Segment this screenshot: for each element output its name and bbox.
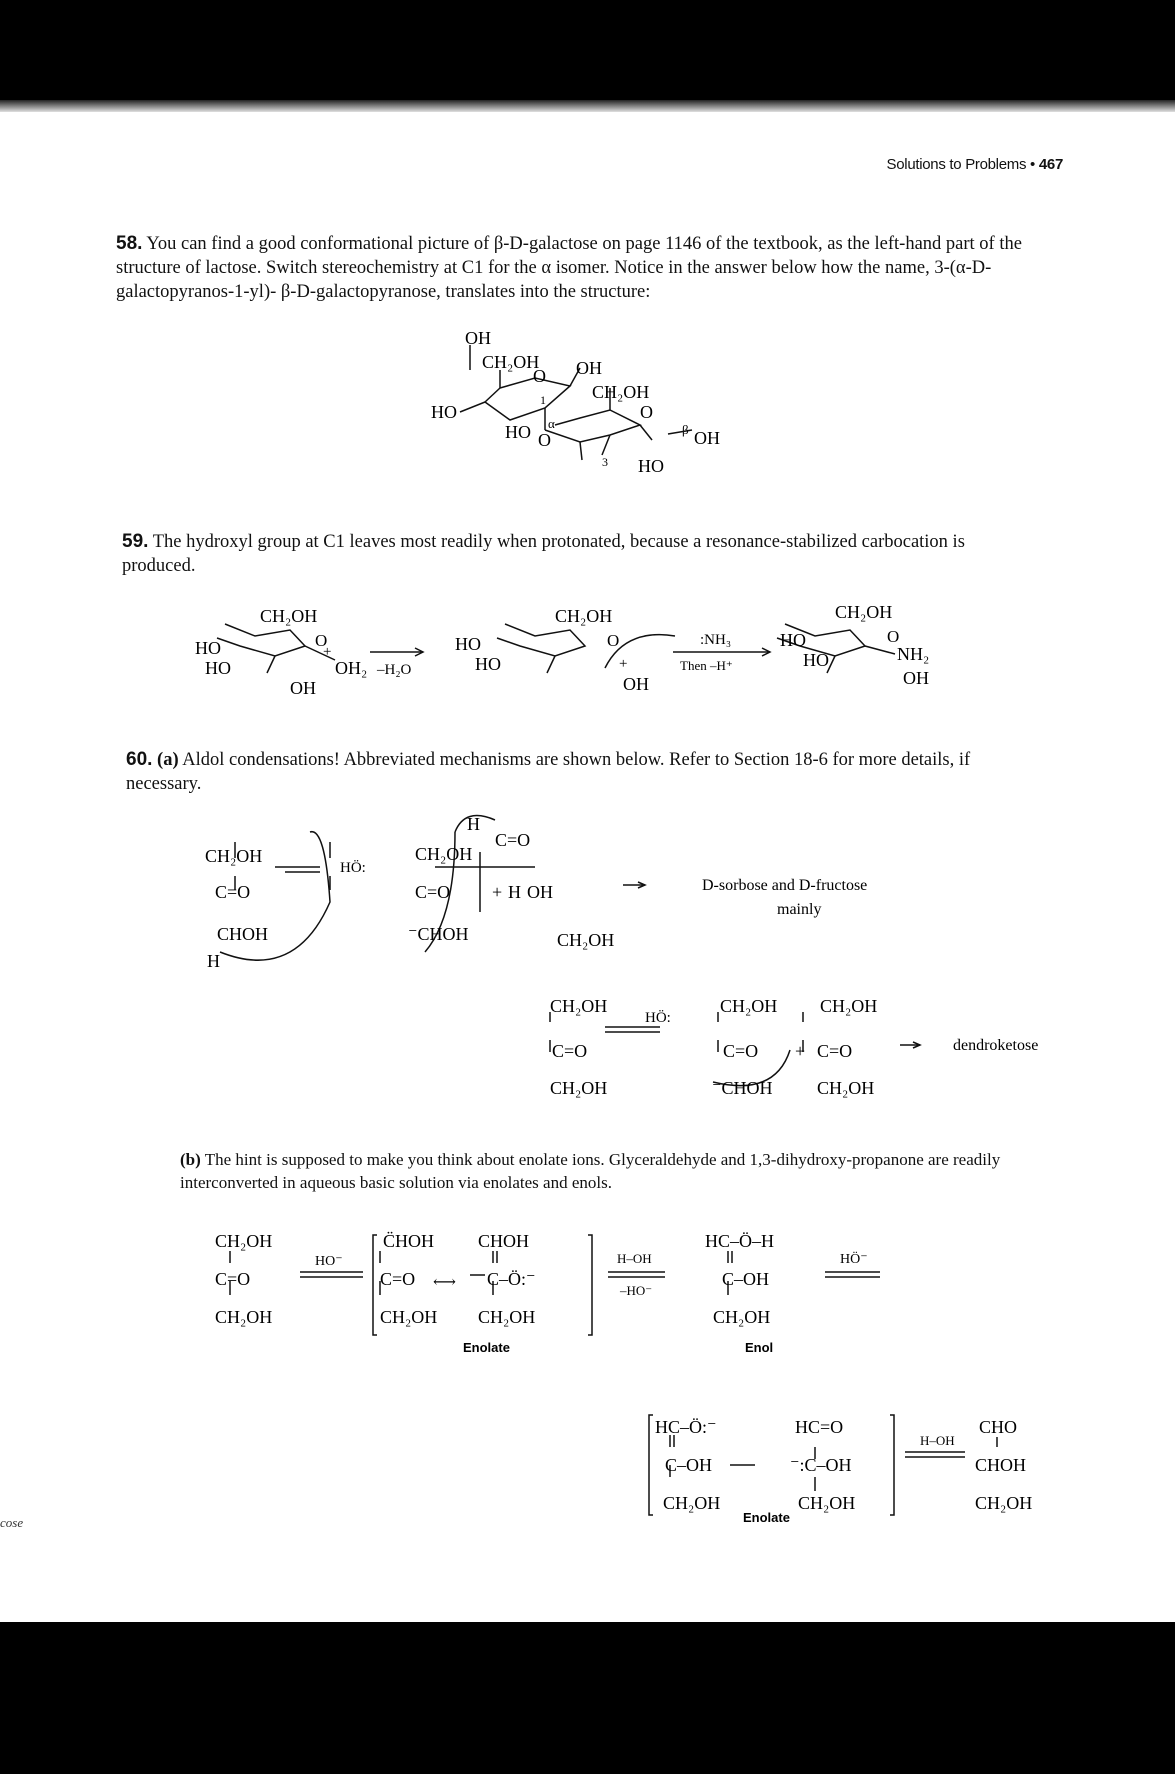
label-ho1: HO bbox=[431, 402, 457, 422]
p59-nh3: :NH₃ bbox=[700, 632, 732, 648]
label-oh1: OH bbox=[465, 330, 491, 348]
a-ho-base-2: HÖ: bbox=[645, 1010, 671, 1026]
b-ch2oh-5: CH₂OH bbox=[713, 1307, 771, 1327]
p59-oh-3: OH bbox=[903, 668, 929, 688]
label-ho3: HO bbox=[638, 456, 664, 476]
part-a-label: (a) bbox=[157, 750, 179, 770]
header-page-number: 467 bbox=[1038, 156, 1063, 173]
b-minus-ho: –HO⁻ bbox=[620, 1283, 653, 1298]
label-ch2oh1: CH₂OH bbox=[482, 352, 540, 372]
label-o2: O bbox=[640, 402, 653, 422]
a-co-5: C=O bbox=[723, 1041, 759, 1061]
b-resonance-1: ⟷ bbox=[433, 1274, 456, 1291]
p59-oh2: OH₂ bbox=[335, 658, 368, 678]
b-c-oh-1: C–OH bbox=[722, 1269, 770, 1289]
label-o-link: O bbox=[538, 430, 551, 450]
result-2: dendroketose bbox=[953, 1037, 1039, 1054]
label-beta: β bbox=[682, 422, 689, 437]
p59-plus: + bbox=[323, 644, 332, 660]
b-c-oh-2: C–OH bbox=[665, 1455, 713, 1475]
problem-58-number: 58. bbox=[116, 233, 143, 254]
p59-ho-2b: HO bbox=[475, 654, 501, 674]
p59-plus-2: + bbox=[619, 656, 628, 672]
a-choh-anion-2: ⁻CHOH bbox=[712, 1078, 773, 1098]
b-hc-o-h: HC–Ö–H bbox=[705, 1231, 775, 1251]
running-header bbox=[887, 156, 1063, 173]
p59-ho-1a: HO bbox=[195, 638, 221, 658]
problem-59-text: The hydroxyl group at C1 leaves most readily when protonated, because a resonance-stabilized carbocation is produced. bbox=[122, 532, 965, 576]
label-oh3: OH bbox=[694, 428, 720, 448]
p59-ho-1b: HO bbox=[205, 658, 231, 678]
a-co-1: C=O bbox=[215, 882, 251, 902]
p59-nh2: NH₂ bbox=[897, 644, 930, 664]
b-hc-oanion: HC–Ö:⁻ bbox=[655, 1417, 717, 1437]
a-ch2oh-5: CH₂OH bbox=[550, 1078, 608, 1098]
a-ch2oh-7: CH₂OH bbox=[820, 996, 878, 1016]
a-h-1: H bbox=[207, 951, 220, 971]
b-ch2oh-7: CH₂OH bbox=[798, 1493, 856, 1513]
p59-o-2: O bbox=[607, 631, 620, 650]
problem-60a-scheme bbox=[205, 812, 1075, 1112]
p59-ch2oh-3: CH₂OH bbox=[835, 602, 893, 622]
b-co-1: C=O bbox=[215, 1269, 251, 1289]
b-coanion: C–Ö:⁻ bbox=[487, 1269, 536, 1289]
p59-o-1: O bbox=[315, 631, 328, 650]
b-enol-caption: Enol bbox=[745, 1340, 774, 1355]
label-ho2: HO bbox=[505, 422, 531, 442]
p59-then-h: Then –H⁺ bbox=[680, 658, 733, 673]
problem-59-number: 59. bbox=[122, 531, 149, 552]
a-ch2oh-6: CH₂OH bbox=[720, 996, 778, 1016]
a-h-3: H bbox=[467, 814, 480, 834]
b-h-oh-1: H–OH bbox=[617, 1251, 652, 1266]
label-three: 3 bbox=[602, 455, 608, 469]
b-ch2oh-4: CH₂OH bbox=[478, 1307, 536, 1327]
p59-o-3: O bbox=[887, 627, 900, 646]
b-cho: CHO bbox=[979, 1417, 1018, 1437]
a-co-6: C=O bbox=[817, 1041, 853, 1061]
label-alpha: α bbox=[548, 416, 555, 431]
result-1a: D-sorbose and D-fructose bbox=[702, 877, 868, 894]
a-ho-base-1: HÖ: bbox=[340, 860, 366, 876]
b-choh-1: CHOH bbox=[478, 1231, 530, 1251]
a-plus-2: + bbox=[795, 1041, 806, 1061]
b-ch2oh-2: CH₂OH bbox=[215, 1307, 273, 1327]
result-1b: mainly bbox=[777, 901, 822, 918]
b-ch2oh-3: CH₂OH bbox=[380, 1307, 438, 1327]
a-ch2oh-4: CH₂OH bbox=[550, 996, 608, 1016]
b-ho-minus: HO⁻ bbox=[315, 1254, 343, 1269]
a-co-top: C=O bbox=[495, 830, 531, 850]
b-c-oh-anion: ⁻:C–OH bbox=[790, 1455, 852, 1475]
header-bullet: • bbox=[1030, 156, 1035, 173]
b-hc-o: HC=O bbox=[795, 1417, 844, 1437]
label-o1: O bbox=[533, 366, 546, 386]
b-ch2oh-1: CH₂OH bbox=[215, 1231, 273, 1251]
label-oh2: OH bbox=[576, 358, 602, 378]
a-oh-1: OH bbox=[527, 882, 553, 902]
a-h-2: H bbox=[508, 882, 521, 902]
a-ch2oh-1: CH₂OH bbox=[205, 846, 263, 866]
a-ch2oh-3: CH₂OH bbox=[557, 930, 615, 950]
problem-60-number: 60. bbox=[126, 749, 153, 770]
b-co-2: C=O bbox=[380, 1269, 416, 1289]
a-choh-anion-1: ⁻CHOH bbox=[408, 924, 469, 944]
part-b-text: The hint is supposed to make you think about enolate ions. Glyceraldehyde and 1,3-dihydroxy-propanone are readily interconverted in aqueous basic solution via enolates and enols. bbox=[180, 1150, 1001, 1192]
label-ch2oh2: CH₂OH bbox=[592, 382, 650, 402]
p59-ch2oh-1: CH₂OH bbox=[260, 606, 318, 626]
margin-note: cose bbox=[0, 1515, 24, 1530]
p59-oh-1: OH bbox=[290, 678, 316, 698]
disaccharide-structure bbox=[430, 330, 730, 485]
b-ch2oh-8: CH₂OH bbox=[975, 1493, 1033, 1513]
problem-60a bbox=[126, 748, 1046, 796]
a-plus-1: + bbox=[492, 882, 503, 902]
b-ho-base: HÖ⁻ bbox=[840, 1252, 868, 1267]
label-one: 1 bbox=[540, 393, 546, 407]
p59-ch2oh-2: CH₂OH bbox=[555, 606, 613, 626]
a-co-4: C=O bbox=[552, 1041, 588, 1061]
part-a-text: Aldol condensations! Abbreviated mechanisms are shown below. Refer to Section 18-6 for more details, if necessary. bbox=[126, 750, 971, 794]
problem-59-scheme bbox=[195, 598, 1015, 708]
a-ch2oh-8: CH₂OH bbox=[817, 1078, 875, 1098]
b-choh-anion: C̈HOH bbox=[383, 1231, 435, 1251]
a-ch2oh-2: CH₂OH bbox=[415, 844, 473, 864]
p59-ho-3b: HO bbox=[803, 650, 829, 670]
a-choh-1: CHOH bbox=[217, 924, 269, 944]
part-b-label: (b) bbox=[180, 1150, 201, 1169]
problem-58-text: You can find a good conformational picture of β-D-galactose on page 1146 of the textbook, as the left-hand part of the structure of lactose. Switch stereochemistry at C1 for the α isomer. Notice in the answer below how the name, 3-(α-D-galactopyranos-1-yl)- β-D-galactopyranose, translates into the structure: bbox=[116, 234, 1022, 302]
p59-oh-2: OH bbox=[623, 674, 649, 694]
b-ch2oh-6: CH₂OH bbox=[663, 1493, 721, 1513]
header-section: Solutions to Problems bbox=[886, 156, 1027, 173]
p59-ho-3a: HO bbox=[780, 630, 806, 650]
b-enolate-caption-2: Enolate bbox=[743, 1510, 790, 1525]
problem-58 bbox=[116, 232, 1056, 304]
p59-ho-2a: HO bbox=[455, 634, 481, 654]
problem-59 bbox=[122, 530, 1022, 578]
b-enolate-caption-1: Enolate bbox=[463, 1340, 510, 1355]
problem-60b-scheme bbox=[215, 1215, 1075, 1535]
problem-60b bbox=[180, 1148, 1070, 1194]
a-co-2: C=O bbox=[415, 882, 451, 902]
b-choh-2: CHOH bbox=[975, 1455, 1027, 1475]
b-h-oh-2: H–OH bbox=[920, 1433, 955, 1448]
p59-minus-h2o: –H₂O bbox=[377, 662, 412, 678]
